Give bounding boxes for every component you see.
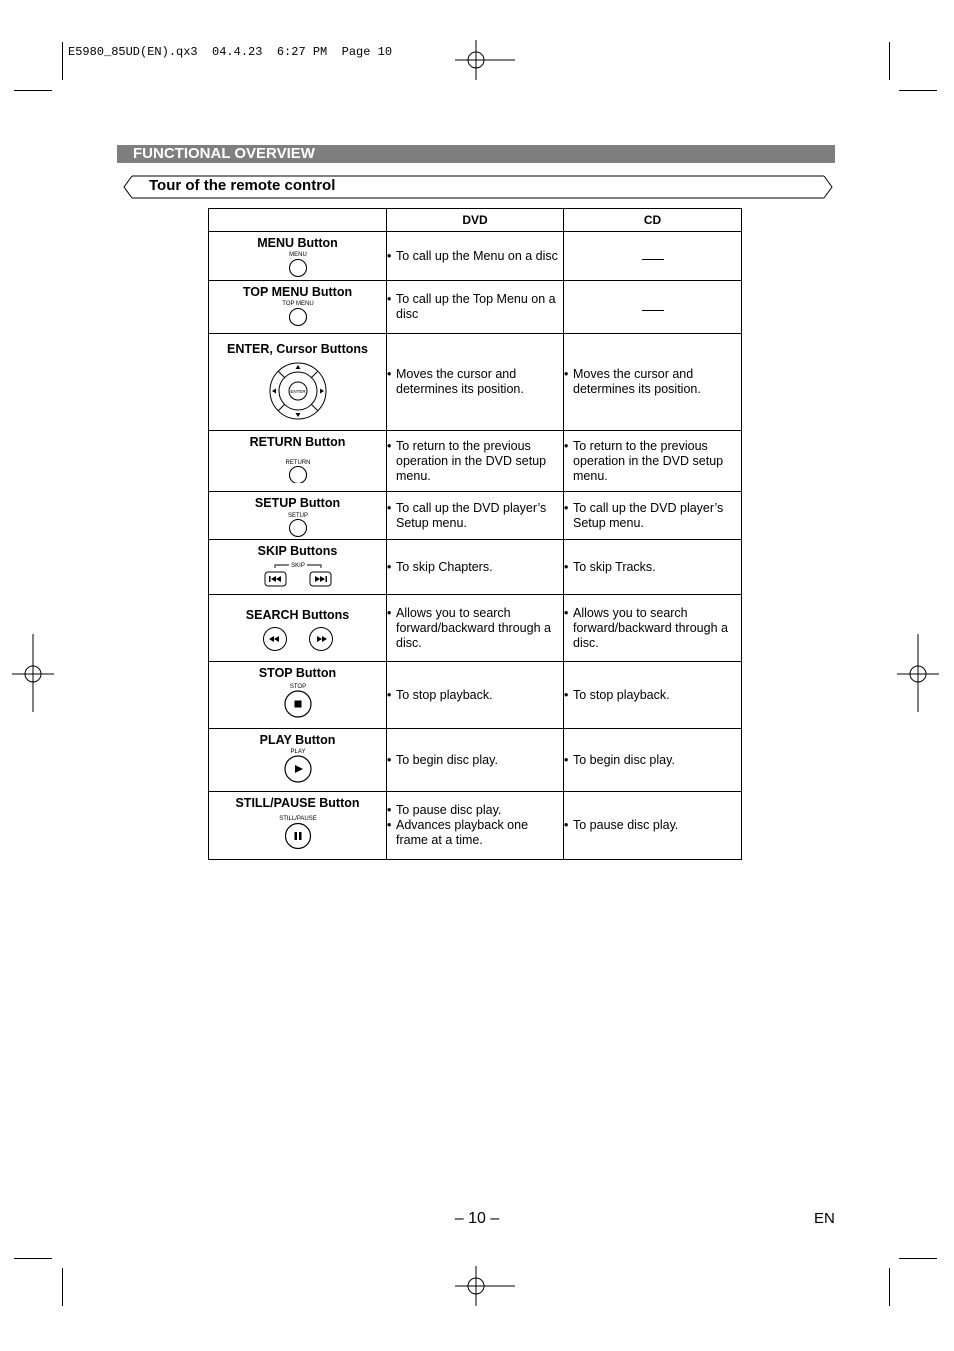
header-cell-dvd: DVD [387,209,564,232]
cd-description: • Allows you to search forward/backward through a disc. [564,595,742,662]
registration-mark-right-icon [897,634,939,714]
cd-description: • To call up the DVD player’s Setup menu. [564,492,742,540]
svg-text:ENTER: ENTER [289,389,306,394]
page-number: – 10 – [454,1210,500,1227]
table-row [209,431,742,492]
button-name: SEARCH Buttons [245,608,350,622]
cd-description: • Moves the cursor and determines its position. [564,334,742,431]
svg-text:PLAY: PLAY [290,749,305,755]
dvd-description: • To call up the DVD player’s Setup menu. [387,492,564,540]
registration-mark-left-icon [12,634,54,714]
svg-text:STOP: STOP [289,684,306,690]
cd-description [564,281,742,334]
menu-button-icon [268,250,328,278]
button-name: SETUP Button [254,496,341,510]
header-cell-cd: CD [564,209,742,232]
top-menu-button-icon [268,299,328,327]
not-applicable-dash [642,259,664,260]
cd-description: • To skip Tracks. [564,540,742,595]
play-button-icon [268,747,328,785]
table-row [209,540,742,595]
svg-text:SKIP: SKIP [290,563,305,569]
dvd-description: • To pause disc play. • Advances playback one frame at a time. [387,792,564,860]
table-row [209,492,742,540]
svg-text:STILL/PAUSE: STILL/PAUSE [278,816,317,822]
not-applicable-dash [642,310,664,311]
cd-description [564,232,742,281]
skip-buttons-icon [263,560,333,590]
button-name: ENTER, Cursor Buttons [227,342,368,356]
table-row [209,232,742,281]
subsection-title: Tour of the remote control [149,177,336,194]
button-name: PLAY Button [259,733,336,747]
button-cell [209,729,387,792]
button-cell [209,232,387,281]
section-title: FUNCTIONAL OVERVIEW [133,145,315,162]
svg-text:TOP MENU: TOP MENU [281,301,314,307]
button-cell [209,281,387,334]
svg-text:SETUP: SETUP [287,513,308,519]
button-name: RETURN Button [249,435,346,449]
table-row [209,729,742,792]
button-cell [209,431,387,492]
dvd-description: • To call up the Top Menu on a disc [387,281,564,334]
button-name: TOP MENU Button [242,285,353,299]
button-name: STOP Button [258,666,337,680]
registration-mark-top-icon [455,40,515,82]
return-button-icon [268,449,328,483]
language-tag: EN [814,1210,835,1227]
dvd-description: • To skip Chapters. [387,540,564,595]
table-row [209,792,742,860]
button-cell [209,595,387,662]
dvd-description: • Allows you to search forward/backward through a disc. [387,595,564,662]
svg-text:MENU: MENU [288,252,307,258]
dvd-description: • To begin disc play. [387,729,564,792]
dvd-description: • To return to the previous operation in the DVD setup menu. [387,431,564,492]
table-header-row [209,209,742,232]
button-cell [209,334,387,431]
table-row [209,334,742,431]
svg-text:RETURN: RETURN [285,460,310,466]
registration-mark-bottom-icon [455,1266,515,1308]
printer-slug: E5980_85UD(EN).qx3 04.4.23 6:27 PM Page 10 [68,45,393,59]
button-name: SKIP Buttons [257,544,338,558]
dvd-description: • To stop playback. [387,662,564,729]
dvd-description: • To call up the Menu on a disc [387,232,564,281]
setup-button-icon [268,510,328,538]
cd-description: • To begin disc play. [564,729,742,792]
button-name: STILL/PAUSE Button [235,796,360,810]
cd-description: • To stop playback. [564,662,742,729]
button-cell [209,492,387,540]
pause-button-icon [263,810,333,850]
cursor-pad-icon [266,360,330,424]
table-row [209,595,742,662]
button-cell [209,662,387,729]
table-row [209,662,742,729]
button-cell [209,540,387,595]
table-row [209,281,742,334]
cd-description: • To pause disc play. [564,792,742,860]
remote-control-table [208,208,742,860]
stop-button-icon [268,680,328,720]
button-cell [209,792,387,860]
header-cell-button [209,209,387,232]
search-buttons-icon [258,624,338,654]
dvd-description: • Moves the cursor and determines its position. [387,334,564,431]
button-name: MENU Button [257,236,338,250]
cd-description: • To return to the previous operation in the DVD setup menu. [564,431,742,492]
